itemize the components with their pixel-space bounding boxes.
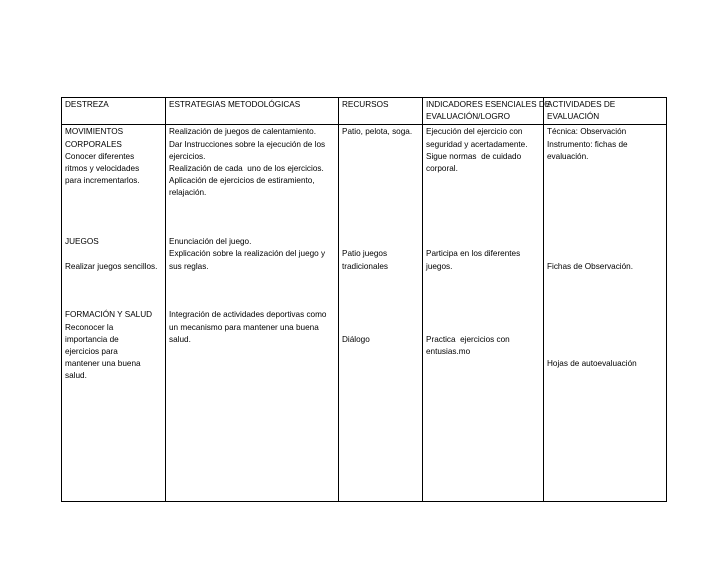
header-estrategias: ESTRATEGIAS METODOLÓGICAS: [166, 98, 339, 125]
content-row: [62, 125, 667, 502]
planning-table: [61, 97, 667, 502]
cell-estrategias: Realización de juegos de calentamiento. Dar Instrucciones sobre la ejecución de los ejercicios. Realización de cada uno de los ejercicios. Aplicación de ejercicios de estiramiento, relajación. Enunciación del juego. Explicación sobre la realización del juego y sus reglas. Integración de actividades deportivas como un mecanismo para mantener una buena salud.: [166, 125, 339, 502]
header-recursos: RECURSOS: [339, 98, 423, 125]
cell-indicadores: Ejecución del ejercicio con seguridad y acertadamente. Sigue normas de cuidado corporal. Participa en los diferentes juegos. Practica ejercicios con entusias.mo: [423, 125, 544, 502]
header-row: [62, 98, 667, 125]
cell-recursos: Patio, pelota, soga. Patio juegos tradicionales Diálogo: [339, 125, 423, 502]
header-destreza: DESTREZA: [62, 98, 166, 125]
cell-destreza: MOVIMIENTOS CORPORALES Conocer diferentes ritmos y velocidades para incrementarlos. JUEGOS Realizar juegos sencillos. FORMACIÓN Y SALUD Reconocer la importancia de ejercicios para mantener una buena salud.: [62, 125, 166, 502]
header-indicadores: INDICADORES ESENCIALES DE EVALUACIÓN/LOGRO: [423, 98, 544, 125]
header-actividades: ACTIVIDADES DE EVALUACIÓN: [544, 98, 667, 125]
cell-actividades: Técnica: Observación Instrumento: fichas de evaluación. Fichas de Observación. Hojas de autoevaluación: [544, 125, 667, 502]
